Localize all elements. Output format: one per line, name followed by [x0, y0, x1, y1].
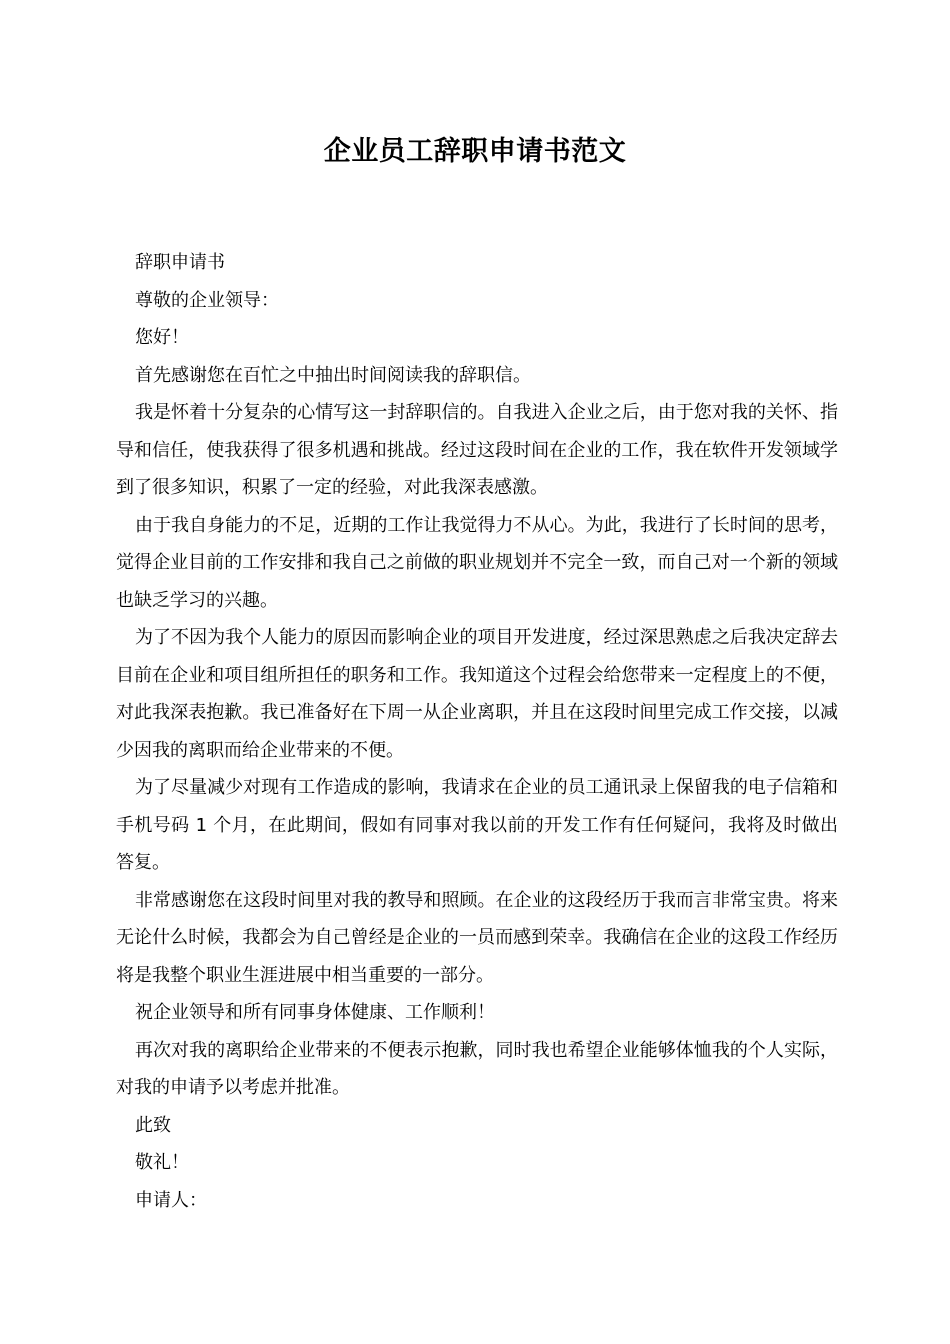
paragraph-greeting: 您好！ [135, 327, 189, 348]
paragraph-gratitude: 非常感谢您在这段时间里对我的教导和照顾。在企业的这段经历于我而言非常宝贵。将来无论什么时候，我都会为自己曾经是企业的一员而感到荣幸。我确信在企业的这段工作经历将是我整个职业生涯进展中相当重要的一部分。 [116, 889, 838, 986]
paragraph-wishes: 祝企业领导和所有同事身体健康、工作顺利！ [135, 1002, 495, 1023]
paragraph-salutation: 尊敬的企业领导： [135, 289, 279, 311]
paragraph-closing: 此致 [135, 1114, 171, 1136]
paragraph-request: 为了尽量减少对现有工作造成的影响，我请求在企业的员工通讯录上保留我的电子信箱和手机号码 1 个月，在此期间，假如有同事对我以前的开发工作有任何疑问，我将及时做出答复。 [116, 777, 838, 873]
paragraph-signature: 申请人： [135, 1189, 207, 1211]
paragraph-apology: 再次对我的离职给企业带来的不便表示抱歉，同时我也希望企业能够体恤我的个人实际，对我的申请予以考虑并批准。 [116, 1039, 838, 1098]
paragraph-regards: 敬礼！ [135, 1152, 189, 1173]
document-title: 企业员工辞职申请书范文 [323, 136, 627, 167]
paragraph-heading: 辞职申请书 [135, 252, 225, 273]
paragraph-thanks: 首先感谢您在百忙之中抽出时间阅读我的辞职信。 [135, 364, 531, 386]
document-body [116, 244, 838, 1219]
paragraph-reason: 由于我自身能力的不足，近期的工作让我觉得力不从心。为此，我进行了长时间的思考，觉得企业目前的工作安排和我自己之前做的职业规划并不完全一致，而自己对一个新的领域也缺乏学习的兴趣。 [116, 514, 838, 611]
paragraph-decision: 为了不因为我个人能力的原因而影响企业的项目开发进度，经过深思熟虑之后我决定辞去目前在企业和项目组所担任的职务和工作。我知道这个过程会给您带来一定程度上的不便，对此我深表抱歉。我已准备好在下周一从企业离职，并且在这段时间里完成工作交接，以减少因我的离职而给企业带来的不便。 [116, 627, 838, 761]
paragraph-intro: 我是怀着十分复杂的心情写这一封辞职信的。自我进入企业之后，由于您对我的关怀、指导和信任，使我获得了很多机遇和挑战。经过这段时间在企业的工作，我在软件开发领域学到了很多知识，积累了一定的经验，对此我深表感激。 [116, 402, 838, 498]
